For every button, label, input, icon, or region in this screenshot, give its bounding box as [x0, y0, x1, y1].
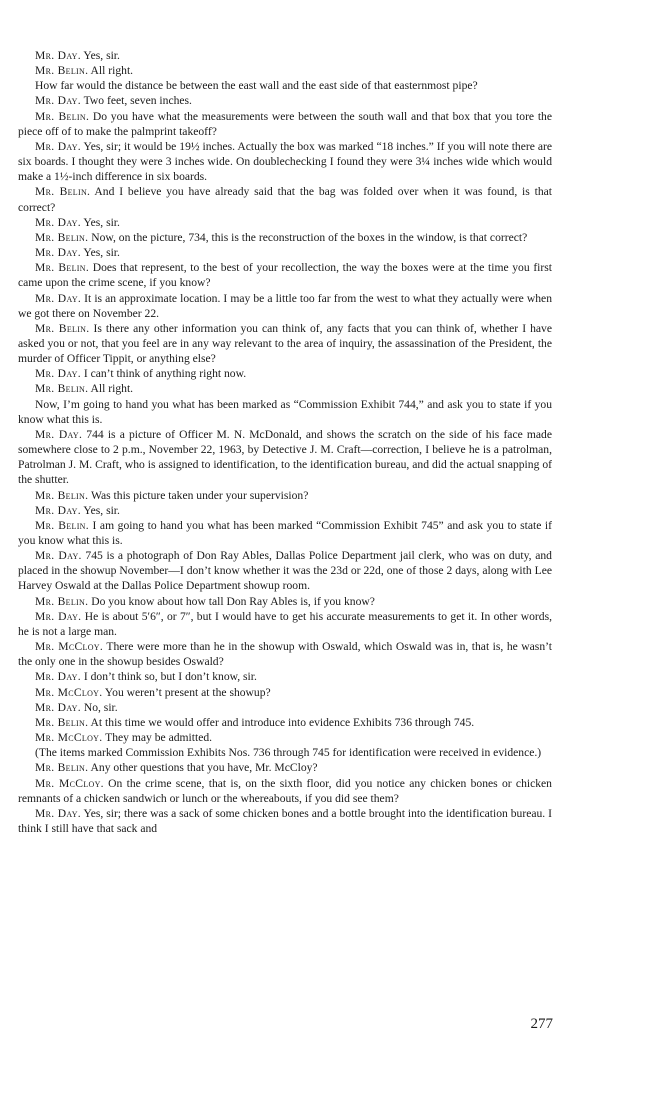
paragraph-text: Was this picture taken under your supervision?: [88, 488, 309, 502]
transcript-paragraph: [18, 321, 552, 366]
paragraph-text: Two feet, seven inches.: [80, 94, 192, 108]
transcript-paragraph: [18, 63, 552, 78]
speaker-label: Mr. Day.: [35, 49, 81, 62]
paragraph-text: No, sir.: [80, 700, 118, 714]
speaker-label: Mr. Belin.: [35, 185, 91, 199]
transcript-paragraph: [18, 503, 552, 518]
speaker-label: Mr. Belin.: [35, 109, 90, 123]
speaker-label: Mr. Belin.: [35, 261, 90, 275]
speaker-label: Mr. Belin.: [35, 594, 89, 608]
transcript-paragraph: [18, 427, 552, 488]
speaker-label: Mr. Belin.: [35, 382, 89, 396]
transcript-paragraph: [18, 745, 552, 760]
transcript-paragraph: [18, 109, 552, 139]
transcript-paragraph: [18, 93, 552, 108]
transcript-paragraph: [18, 381, 552, 396]
speaker-label: Mr. Day.: [35, 246, 81, 260]
speaker-label: Mr. Belin.: [35, 518, 89, 532]
paragraph-text: Do you know about how tall Don Ray Ables is, if you know?: [88, 594, 375, 608]
paragraph-text: All right.: [88, 64, 134, 78]
paragraph-text: Do you have what the measurements were between the south wall and that box that you tore the piece off of to make the palmprint takeoff?: [18, 109, 552, 138]
transcript-paragraph: [18, 245, 552, 260]
speaker-label: Mr. Day.: [35, 806, 81, 820]
paragraph-text: I don’t think so, but I don’t know, sir.: [80, 670, 257, 684]
speaker-label: Mr. Day.: [35, 609, 82, 623]
transcript-paragraph: [18, 806, 552, 836]
paragraph-text: There were more than he in the showup with Oswald, which Oswald was in, that is, he wasn’t the only one in the showup besides Oswald?: [18, 640, 552, 669]
transcript-paragraph: [18, 609, 552, 639]
transcript-paragraph: [18, 366, 552, 381]
speaker-label: Mr. Day.: [35, 94, 81, 108]
transcript-paragraph: [18, 594, 552, 609]
paragraph-text: Does that represent, to the best of your recollection, the way the boxes were at the time you first came upon the crime scene, if you know?: [18, 261, 552, 290]
speaker-label: Mr. Day.: [35, 503, 81, 517]
transcript-paragraph: [18, 48, 552, 63]
paragraph-text: Any other questions that you have, Mr. McCloy?: [88, 761, 318, 775]
transcript-paragraph: [18, 291, 552, 321]
speaker-label: Mr. Day.: [35, 139, 81, 153]
transcript-paragraph: [18, 139, 552, 184]
paragraph-text: You weren’t present at the showup?: [102, 685, 271, 699]
transcript-paragraph: [18, 730, 552, 745]
paragraph-text: How far would the distance be between the east wall and the east side of that easternmost pipe?: [35, 79, 478, 93]
paragraph-text: 744 is a picture of Officer M. N. McDonald, and shows the scratch on the side of his face made somewhere close to 2 p.m., November 22, 1963, by Detective J. M. Craft—correction, I believe he is a patrolman, Patrolman J. M. Craft, who is assigned to identification, to the identification bureau, and did the actual snapping of the shutter.: [18, 427, 552, 487]
speaker-label: Mr. Day.: [35, 291, 82, 305]
speaker-label: Mr. Day.: [35, 700, 81, 714]
transcript-paragraph: [18, 685, 552, 700]
paragraph-text: Now, I’m going to hand you what has been marked as “Commission Exhibit 744,” and ask you to state if you know what this is.: [18, 397, 552, 426]
speaker-label: Mr. Belin.: [35, 488, 89, 502]
paragraph-text: On the crime scene, that is, on the sixth floor, did you notice any chicken bones or chicken remnants of a chicken sandwich or lunch or the whereabouts, if you did see them?: [18, 776, 552, 805]
speaker-label: Mr. Belin.: [35, 715, 89, 729]
speaker-label: Mr. Day.: [35, 215, 81, 229]
paragraph-text: Yes, sir.: [80, 503, 120, 517]
paragraph-text: All right.: [88, 382, 134, 396]
transcript-paragraph: [18, 397, 552, 427]
speaker-label: Mr. McCloy.: [35, 776, 104, 790]
speaker-label: Mr. Day.: [35, 670, 81, 684]
transcript-paragraph: [18, 760, 552, 775]
paragraph-text: And I believe you have already said that the bag was folded over when it was found, is that correct?: [18, 185, 553, 214]
transcript-paragraph: [18, 230, 552, 245]
transcript-paragraph: [18, 518, 552, 548]
transcript-paragraph: [18, 488, 552, 503]
speaker-label: Mr. Day.: [35, 367, 81, 381]
speaker-label: Mr. Day.: [35, 549, 82, 563]
paragraph-text: They may be admitted.: [102, 731, 213, 745]
transcript-paragraph: [18, 260, 552, 290]
transcript-paragraph: [18, 184, 552, 214]
paragraph-text: Yes, sir.: [80, 49, 120, 62]
transcript-paragraph: [18, 669, 552, 684]
page-number: 277: [530, 1016, 553, 1032]
paragraph-text: At this time we would offer and introduce into evidence Exhibits 736 through 745.: [88, 715, 475, 729]
speaker-label: Mr. McCloy.: [35, 685, 103, 699]
paragraph-text: I can’t think of anything right now.: [80, 367, 247, 381]
transcript-paragraph: [18, 776, 552, 806]
paragraph-text: (The items marked Commission Exhibits Nos. 736 through 745 for identification were received in evidence.): [35, 746, 542, 760]
paragraph-text: He is about 5′6″, or 7″, but I would have to get his accurate measurements to get it. In other words, he is not a large man.: [18, 609, 552, 638]
paragraph-text: Is there any other information you can think of, any facts that you can think of, whether I have asked you or not, that you feel are in any way relevant to the area of inquiry, the assassination of the President, the murder of Officer Tippit, or anything else?: [18, 321, 552, 366]
paragraph-text: I am going to hand you what has been marked “Commission Exhibit 745” and ask you to state if you know what this is.: [18, 518, 552, 547]
paragraph-text: Yes, sir; it would be 19½ inches. Actually the box was marked “18 inches.” If you will note there are six boards. I thought they were 3 inches wide. On doublechecking I found they were 3¼ inches wide which would make a 1½-inch difference in six boards.: [18, 139, 552, 184]
transcript-paragraph: [18, 78, 552, 93]
paragraph-text: It is an approximate location. I may be a little too far from the west to what they actually were when we got there on November 22.: [18, 291, 552, 320]
speaker-label: Mr. Day.: [35, 427, 83, 441]
transcript-paragraph: [18, 639, 552, 669]
paragraph-text: Yes, sir.: [80, 215, 120, 229]
transcript-paragraph: [18, 548, 552, 593]
transcript-paragraph: [18, 215, 552, 230]
paragraph-text: Now, on the picture, 734, this is the reconstruction of the boxes in the window, is that correct?: [88, 230, 528, 244]
speaker-label: Mr. Belin.: [35, 64, 89, 78]
speaker-label: Mr. Belin.: [35, 230, 89, 244]
transcript-paragraph: [18, 700, 552, 715]
speaker-label: Mr. McCloy.: [35, 731, 103, 745]
transcript-body: [18, 48, 552, 836]
speaker-label: Mr. Belin.: [35, 321, 90, 335]
paragraph-text: Yes, sir.: [80, 246, 120, 260]
speaker-label: Mr. Belin.: [35, 761, 89, 775]
transcript-paragraph: [18, 715, 552, 730]
speaker-label: Mr. McCloy.: [35, 640, 104, 654]
paragraph-text: Yes, sir; there was a sack of some chicken bones and a bottle brought into the identification bureau. I think I still have that sack and: [18, 806, 552, 835]
paragraph-text: 745 is a photograph of Don Ray Ables, Dallas Police Department jail clerk, who was on duty, and placed in the showup November—I don’t know whether it was the 23d or 22d, one of those 2 days, along with Lee Harvey Oswald at the Dallas Police Department showup room.: [18, 549, 552, 593]
